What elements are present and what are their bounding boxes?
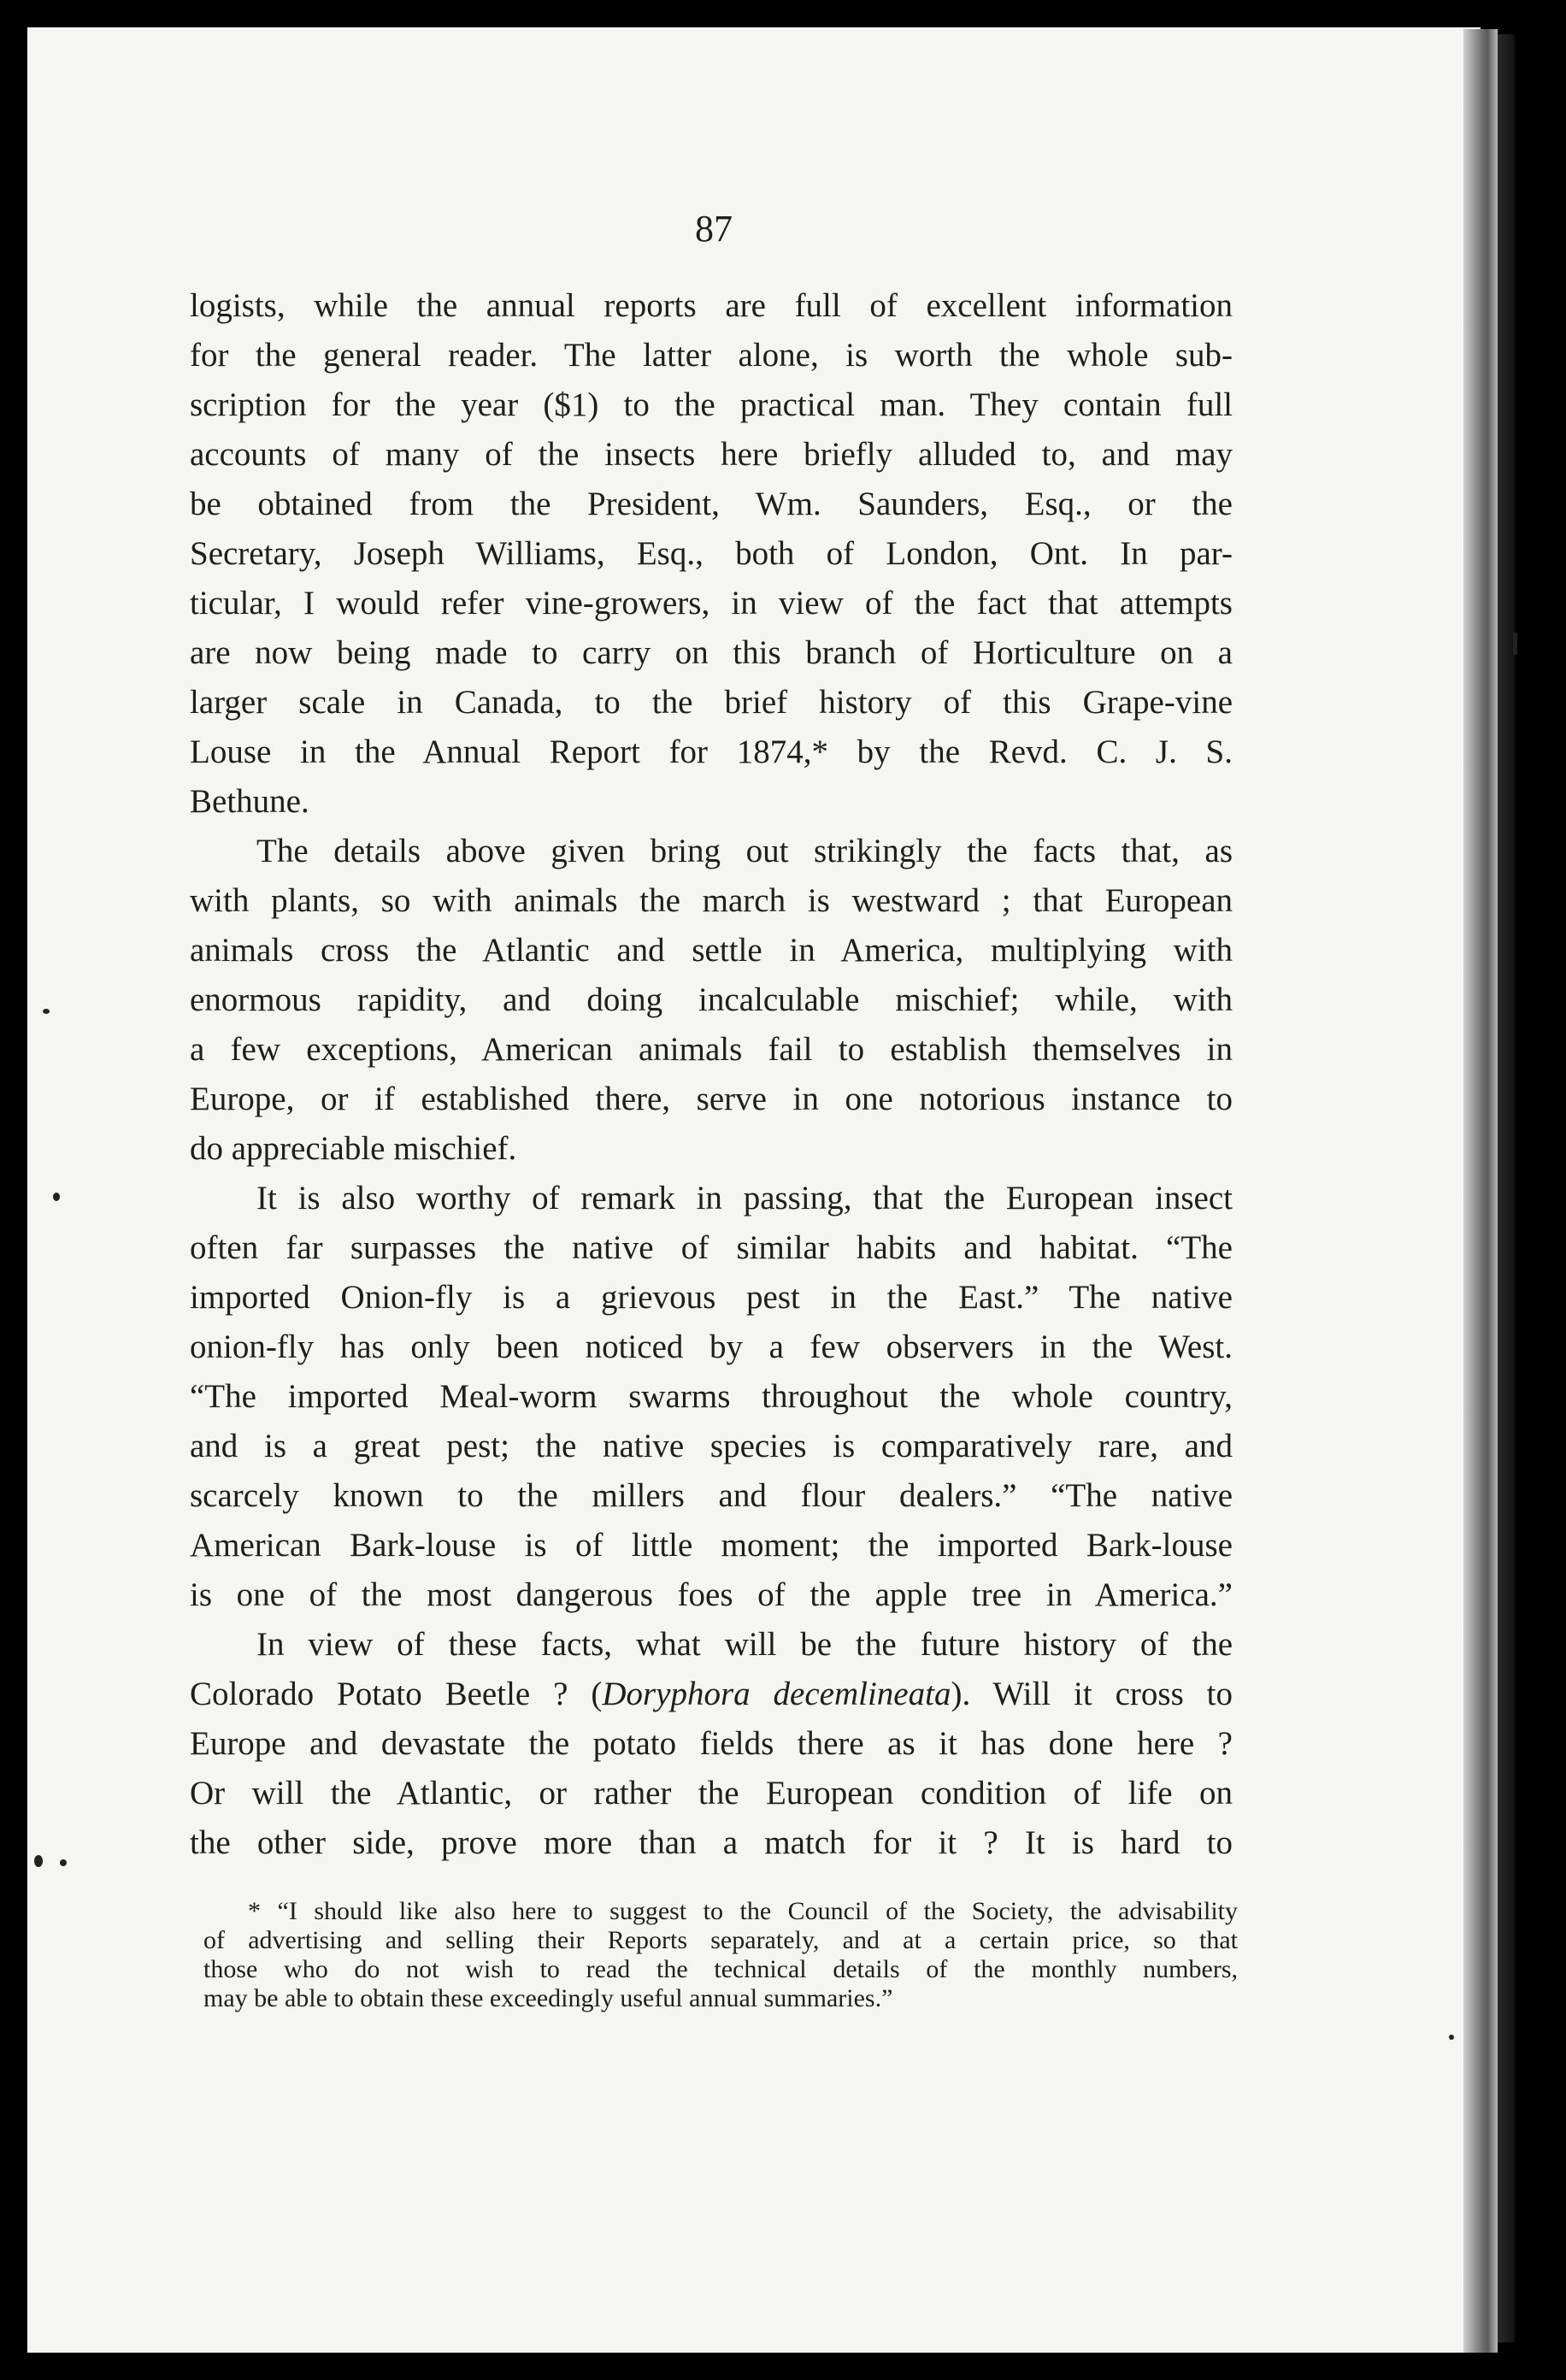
page-number: 87 bbox=[695, 208, 733, 250]
footnote-line: of advertising and selling their Reports separately, and at a certain price, so that bbox=[203, 1926, 1238, 1954]
body-line: Louse in the Annual Report for 1874,* by the Revd. C. J. S. bbox=[190, 733, 1233, 770]
body-line: American Bark-louse is of little moment; the imported Bark-louse bbox=[190, 1527, 1233, 1564]
scan-speck bbox=[1449, 2035, 1454, 2040]
page-binding-shadow bbox=[1498, 34, 1515, 2342]
body-line: “The imported Meal-worm swarms throughout the whole country, bbox=[190, 1378, 1233, 1415]
body-line: logists, while the annual reports are full of excellent information bbox=[190, 287, 1233, 324]
footnote-line: * “I should like also here to suggest to the Council of the Society, the advisability bbox=[248, 1897, 1238, 1925]
body-line: a few exceptions, American animals fail to establish themselves in bbox=[190, 1031, 1233, 1068]
body-line: Or will the Atlantic, or rather the European condition of life on bbox=[190, 1775, 1233, 1812]
body-line: imported Onion-fly is a grievous pest in the East.” The native bbox=[190, 1279, 1233, 1316]
body-line: ticular, I would refer vine-growers, in view of the fact that attempts bbox=[190, 585, 1233, 622]
body-line: onion-fly has only been noticed by a few observers in the West. bbox=[190, 1328, 1233, 1365]
footnote-line: those who do not wish to read the technical details of the monthly numbers, bbox=[203, 1955, 1238, 1983]
body-line: Europe, or if established there, serve in one notorious instance to bbox=[190, 1081, 1233, 1117]
body-line: with plants, so with animals the march is westward ; that European bbox=[190, 882, 1233, 919]
scan-speck bbox=[60, 1859, 67, 1866]
body-line: accounts of many of the insects here briefly alluded to, and may bbox=[190, 436, 1233, 473]
body-line: do appreciable mischief. bbox=[190, 1130, 517, 1167]
body-line: Europe and devastate the potato fields there as it has done here ? bbox=[190, 1725, 1233, 1762]
body-line: enormous rapidity, and doing incalculable mischief; while, with bbox=[190, 981, 1233, 1018]
scan-speck bbox=[43, 1009, 50, 1014]
body-line: Bethune. bbox=[190, 783, 309, 820]
body-line: Colorado Potato Beetle ? (Doryphora decemlineata). Will it cross to bbox=[190, 1676, 1233, 1712]
body-line: In view of these facts, what will be the future history of the bbox=[256, 1626, 1233, 1663]
species-name: Doryphora decemlineata bbox=[602, 1676, 951, 1712]
body-line: The details above given bring out strikingly the facts that, as bbox=[256, 833, 1233, 869]
body-line: the other side, prove more than a match for it ? It is hard to bbox=[190, 1824, 1233, 1861]
page-binding-edge bbox=[1463, 29, 1498, 2353]
body-line: animals cross the Atlantic and settle in America, multiplying with bbox=[190, 932, 1233, 969]
body-line: scarcely known to the millers and flour dealers.” “The native bbox=[190, 1477, 1233, 1514]
body-line: and is a great pest; the native species is comparatively rare, and bbox=[190, 1428, 1233, 1464]
body-line: be obtained from the President, Wm. Saunders, Esq., or the bbox=[190, 486, 1233, 522]
body-line: larger scale in Canada, to the brief history of this Grape-vine bbox=[190, 684, 1233, 721]
footnote-line: may be able to obtain these exceedingly useful annual summaries.” bbox=[203, 1984, 893, 2012]
body-line: Secretary, Joseph Williams, Esq., both of London, Ont. In par- bbox=[190, 535, 1233, 572]
body-line: scription for the year ($1) to the practical man. They contain full bbox=[190, 386, 1233, 423]
scan-speck bbox=[53, 1193, 60, 1201]
body-line: It is also worthy of remark in passing, that the European insect bbox=[256, 1180, 1233, 1217]
body-line: often far surpasses the native of similar habits and habitat. “The bbox=[190, 1229, 1233, 1266]
body-line: is one of the most dangerous foes of the apple tree in America.” bbox=[190, 1576, 1233, 1613]
body-line: for the general reader. The latter alone, is worth the whole sub- bbox=[190, 337, 1233, 374]
scan-speck bbox=[1513, 633, 1517, 655]
scan-speck bbox=[34, 1855, 43, 1867]
body-line: are now being made to carry on this branch of Horticulture on a bbox=[190, 634, 1233, 671]
